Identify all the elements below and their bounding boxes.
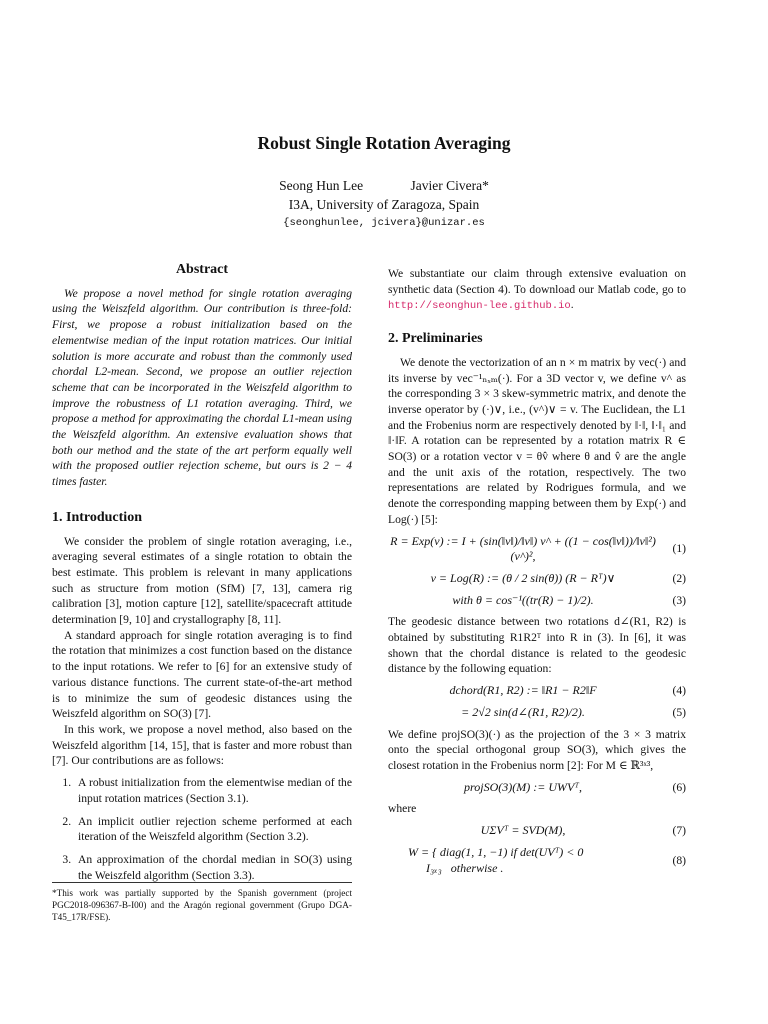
equation: W = { diag(1, 1, −1) if det(UVᵀ) < 0 I₃ₓ₃ otherwise . (8) [408,844,686,875]
code-link[interactable]: http://seonghun-lee.github.io [388,300,571,313]
affiliation: I3A, University of Zaragoza, Spain [288,197,480,212]
author-name: Seong Hun Lee [279,178,364,193]
paragraph: We define projSO(3)(·) as the projection of the 3 × 3 matrix onto the special orthogonal group SO(3), which gives the closest rotation in the Frobenius norm [2]: For M ∈ ℝ³ˣ³, [388,727,686,772]
equation: UΣVᵀ = SVD(M), (7) [480,823,686,838]
author-name: Javier Civera* [410,178,489,193]
paragraph: where [388,802,417,816]
paragraph: The geodesic distance between two rotations d∠(R1, R2) is obtained by substituting R1R2ᵀ into R in (3). In [6], it was shown that the chordal distance is related to the geodesic distance by the following equation: [388,615,686,676]
author-block [0,176,768,233]
equation: with θ = cos⁻¹((tr(R) − 1)/2). (3) [452,592,686,607]
equation: v = Log(R) := (θ / 2 sin(θ)) (R − Rᵀ)∨ (2) [430,570,686,585]
paragraph: We substantiate our claim through extensive evaluation on synthetic data (Section 4). To download our Matlab code, go to http://seonghun-lee.github.io. [388,267,686,313]
paragraph: We denote the vectorization of an n × m matrix by vec(·) and its inverse by vec⁻¹ₙₓₘ(·). For a 3D vector v, we define v^ as the corresponding 3 × 3 skew-symmetric matrix, and denote the inverse operator by (·)∨, i.e., (v^)∨ = v. The Euclidean, the L1 and the Frobenius norm are respectively denoted by ‖·‖, ‖·‖₁ and ‖·‖F. A rotation can be represented by a rotation matrix R ∈ SO(3) or a rotation vector v = θv̂ where θ and v̂ are the angle and the unit axis of the rotation, respectively. The two representations are related by Rodrigues formula, and we denote the corresponding mapping between them by Exp(·) and Log(·) [5]: [388,355,686,526]
paragraph: In this work, we propose a novel method, also based on the Weiszfeld algorithm [14, 15], that is faster and more robust than [7]. Our contributions are as follows: [52,722,352,768]
paragraph: A standard approach for single rotation averaging is to find the rotation that minimizes a cost function based on the distance to the input rotations. We refer to [6] for an extensive study of various distance functions. The current state-of-the-art method is to minimize the sum of geodesic distances using the Weiszfeld algorithm on SO(3) [7]. [52,628,352,721]
abstract-text: We propose a novel method for single rotation averaging using the Weiszfeld algorithm. Our contribution is three-fold: First, we propose a robust initialization based on the elementwise median of the input rotation matrices. Our initial solution is more accurate and robust than the commonly used chordal L2-mean. Second, we propose an outlier rejection scheme that can be incorporated in the Weiszfeld algorithm to improve the robustness of L1 rotation averaging. Third, we propose a method for approximating the chordal L1-mean using the Weiszfeld algorithm. An extensive evaluation shows that both our method and the state of the art perform equally well with the proposed outlier rejection scheme, but ours is 2 − 4 times faster. [52,286,352,489]
right-column [388,266,686,882]
left-column [52,262,352,890]
list-item: 1. A robust initialization from the elementwise median of the input rotation matrices (Section 3.1). [74,775,352,806]
paragraph: We consider the problem of single rotation averaging, i.e., averaging several estimates of a single rotation to obtain the best estimate. This problem is relevant in many applications such as structure from motion (SfM) [7, 13], camera rig calibration [3], motion capture [12], satellite/spacecraft attitude determination [9, 10] and crystallography [8, 11]. [52,534,352,627]
section-heading: 1. Introduction [52,509,142,525]
equation: = 2√2 sin(d∠(R1, R2)/2). (5) [461,704,686,719]
paper-title: Robust Single Rotation Averaging [257,133,511,153]
section-heading: 2. Preliminaries [388,331,483,347]
list-item: 2. An implicit outlier rejection scheme performed at each iteration of the Weiszfeld algorithm (Section 3.2). [74,814,352,845]
list-item: 3. An approximation of the chordal median in SO(3) using the Weiszfeld algorithm (Section 3.3). [74,852,352,883]
equation: R = Exp(v) := I + (sin(‖v‖)/‖v‖) v^ + ((1 − cos(‖v‖))/‖v‖²) (v^)², (1) [390,533,686,564]
author-email: {seonghunlee, jcivera}@unizar.es [283,217,485,229]
footnote: *This work was partially supported by the Spanish government (project PGC2018-096367-B-I00) and the Aragón regional government (Grupo DGA-T45_17R/FSE). [52,882,352,923]
equation: projSO(3)(M) := UWVᵀ, (6) [464,779,686,794]
contribution-list [52,775,352,883]
abstract-heading: Abstract [175,262,229,277]
equation: dchord(R1, R2) := ‖R1 − R2‖F (4) [449,683,686,698]
